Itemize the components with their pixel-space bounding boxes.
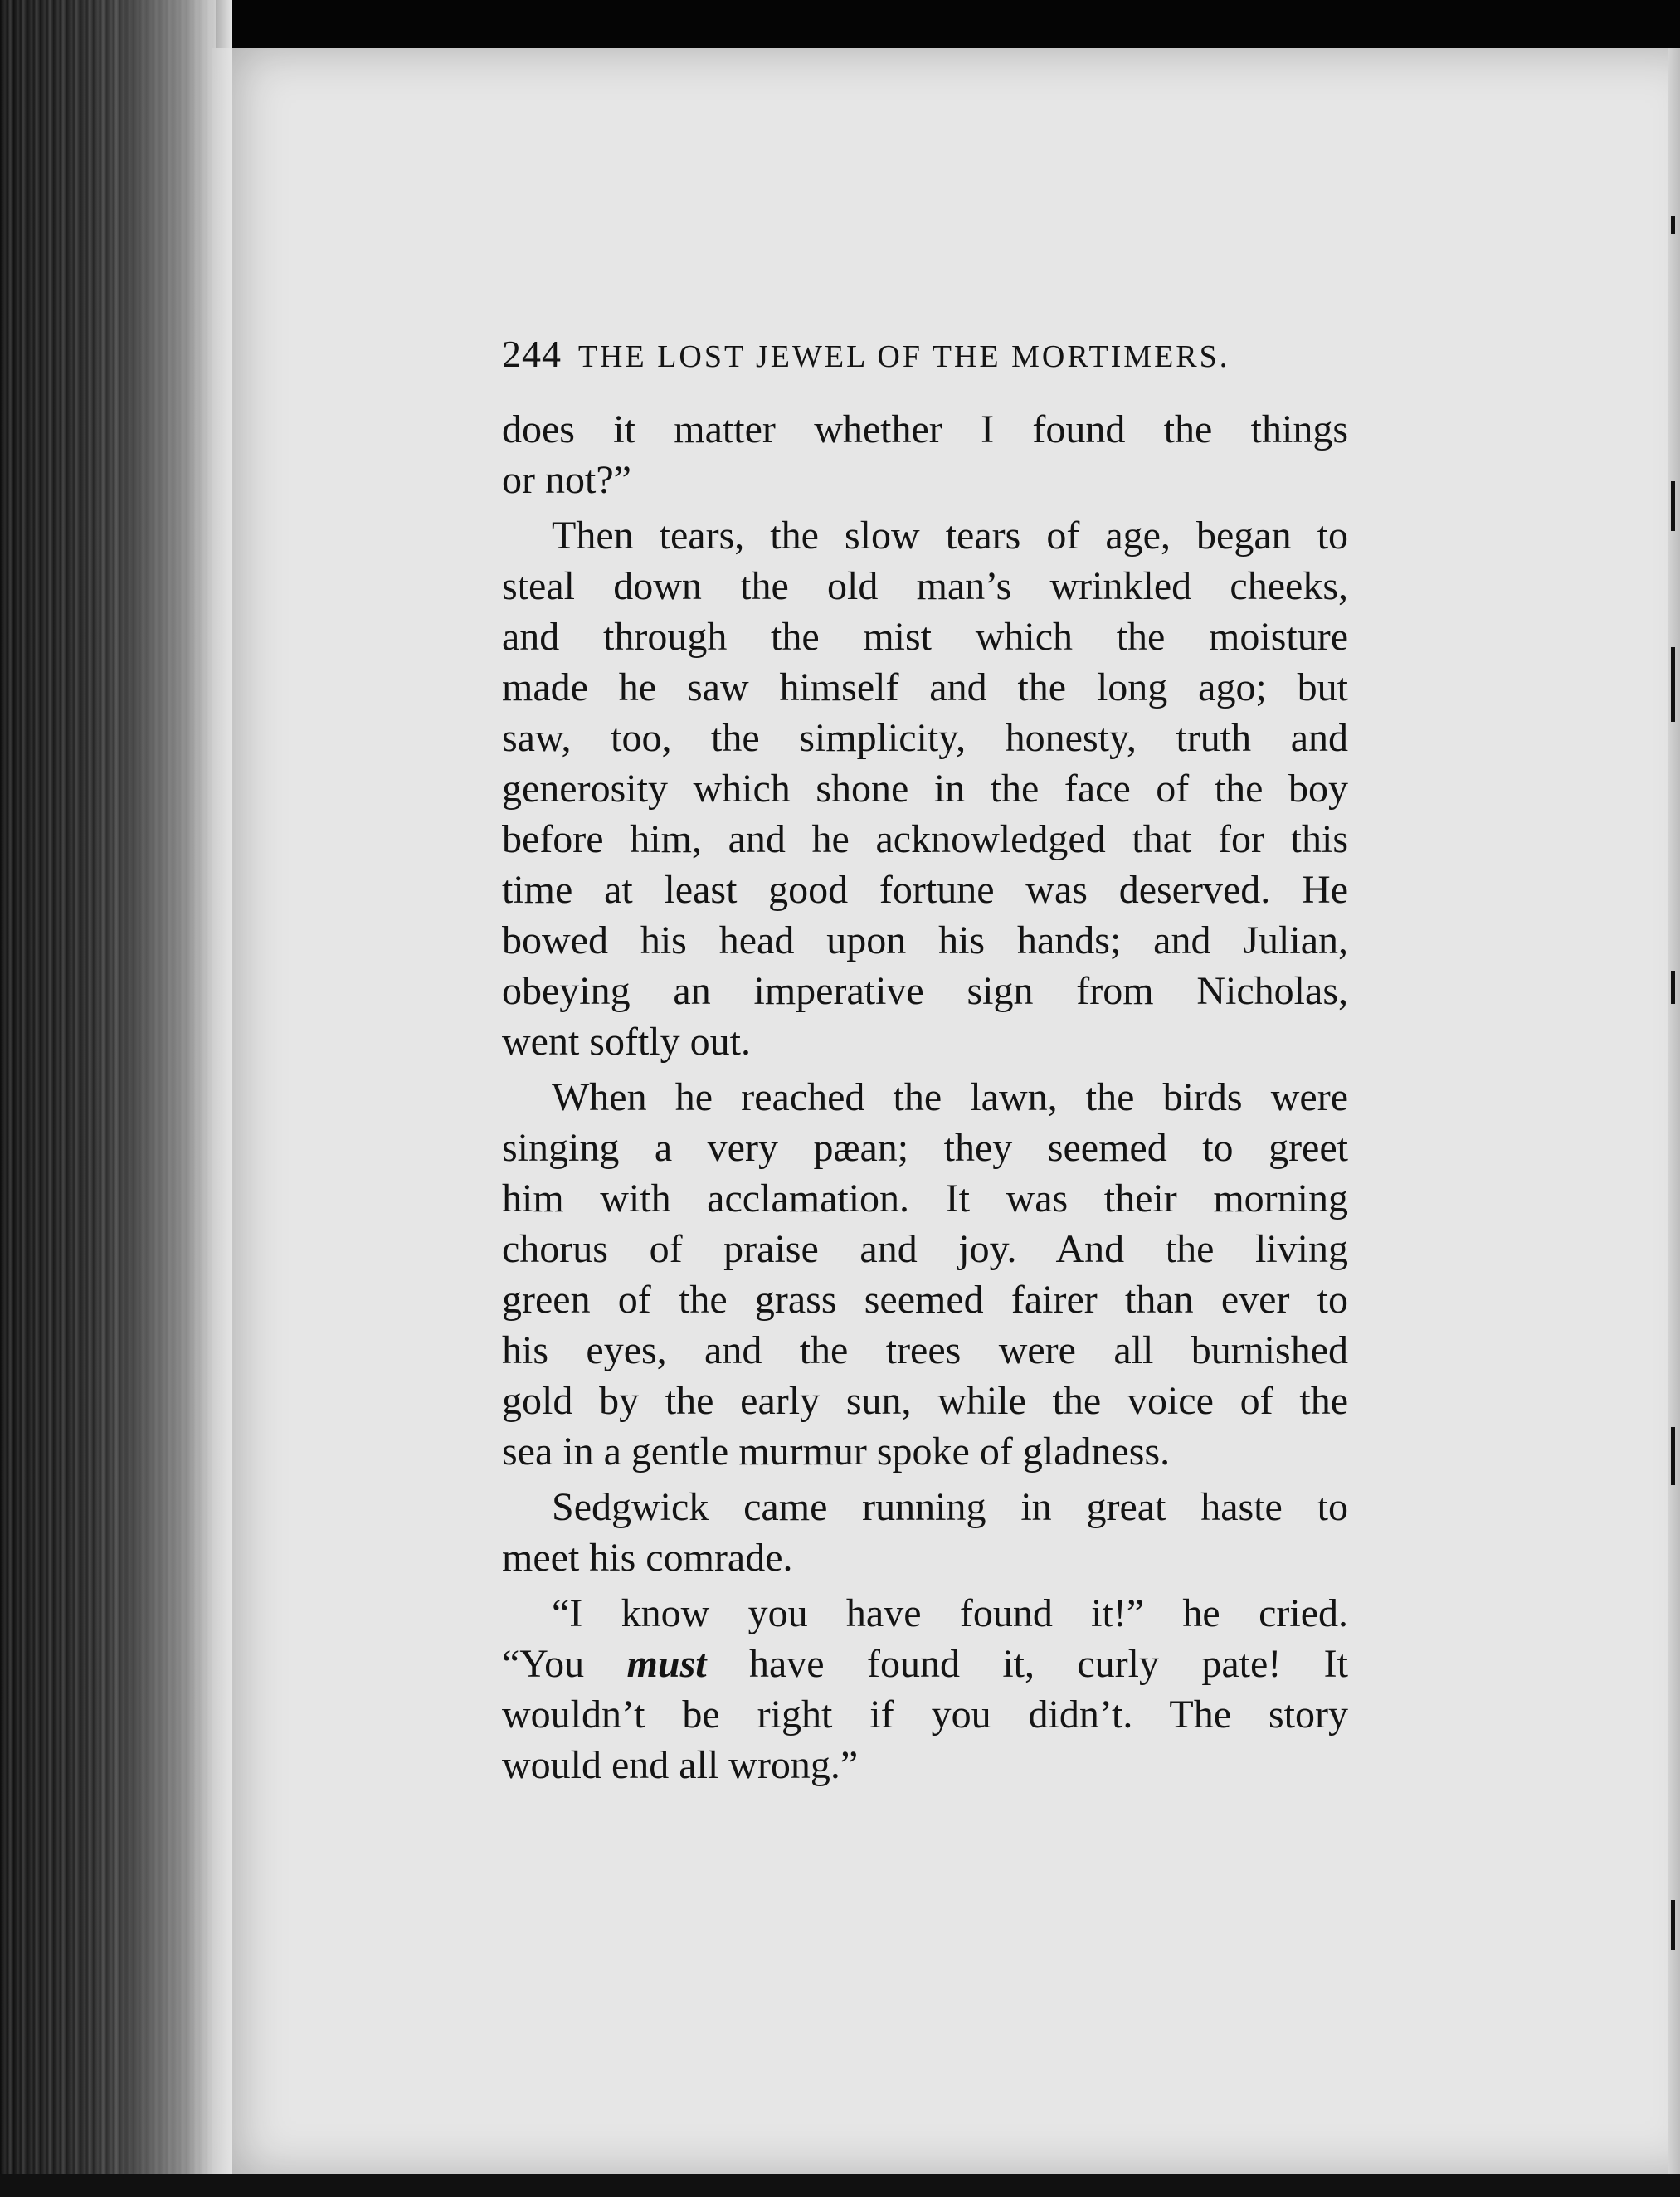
edge-mark: [1671, 971, 1675, 1004]
text-line: does it matter whether I found the things: [502, 407, 1348, 451]
text-line: his eyes, and the trees were all burnished: [502, 1328, 1348, 1372]
scan-bottom-border: [0, 2174, 1680, 2197]
edge-mark: [1671, 1427, 1675, 1485]
paragraph: [502, 1588, 1348, 1790]
text-line: sea in a gentle murmur spoke of gladness.: [502, 1430, 1171, 1474]
edge-mark: [1671, 647, 1675, 722]
text-line: steal down the old man’s wrinkled cheeks,: [502, 564, 1348, 608]
text-line: went softly out.: [502, 1020, 751, 1064]
text-line: “You must have found it, curly pate! It: [502, 1642, 1348, 1686]
text-line: chorus of praise and joy. And the living: [502, 1227, 1348, 1271]
text-line: gold by the early sun, while the voice of the: [502, 1379, 1348, 1423]
running-head-title: THE LOST JEWEL OF THE MORTIMERS.: [577, 339, 1230, 374]
page-text-block: [502, 332, 1348, 1790]
text-line: and through the mist which the moisture: [502, 615, 1348, 659]
text-line: wouldn’t be right if you didn’t. The story: [502, 1693, 1348, 1737]
text-line: would end all wrong.”: [502, 1743, 859, 1787]
text-line: made he saw himself and the long ago; but: [502, 665, 1348, 709]
text-line: singing a very pæan; they seemed to greet: [502, 1126, 1348, 1170]
text-line: bowed his head upon his hands; and Julian,: [502, 918, 1348, 962]
text-line: generosity which shone in the face of the boy: [502, 767, 1348, 811]
text-line: “I know you have found it!” he cried.: [552, 1591, 1348, 1635]
text-line: him with acclamation. It was their morning: [502, 1176, 1348, 1220]
page-right-edge: [1668, 48, 1680, 2176]
paragraph: [502, 1072, 1348, 1477]
text-line: green of the grass seemed fairer than ever to: [502, 1278, 1348, 1322]
paragraph: [502, 404, 1348, 505]
text-line: When he reached the lawn, the birds were: [552, 1075, 1348, 1119]
text-line: time at least good fortune was deserved. He: [502, 868, 1348, 912]
paragraph: [502, 1482, 1348, 1583]
text-line: before him, and he acknowledged that for this: [502, 817, 1348, 861]
text-line: obeying an imperative sign from Nicholas,: [502, 969, 1348, 1013]
emphasis-word: must: [626, 1642, 707, 1686]
edge-mark: [1671, 481, 1675, 531]
edge-mark: [1671, 1900, 1675, 1950]
text-line: or not?”: [502, 458, 631, 502]
text-line: meet his comrade.: [502, 1536, 793, 1580]
text-line: Sedgwick came running in great haste to: [552, 1485, 1348, 1529]
page-number: 244: [502, 333, 562, 375]
scan-top-border: [0, 0, 1680, 48]
text-line: saw, too, the simplicity, honesty, truth and: [502, 716, 1348, 760]
running-head: [502, 332, 1348, 376]
edge-mark: [1671, 216, 1675, 234]
gutter-shadow: [124, 0, 232, 2197]
paragraph: [502, 510, 1348, 1067]
text-line: Then tears, the slow tears of age, began to: [552, 514, 1348, 558]
